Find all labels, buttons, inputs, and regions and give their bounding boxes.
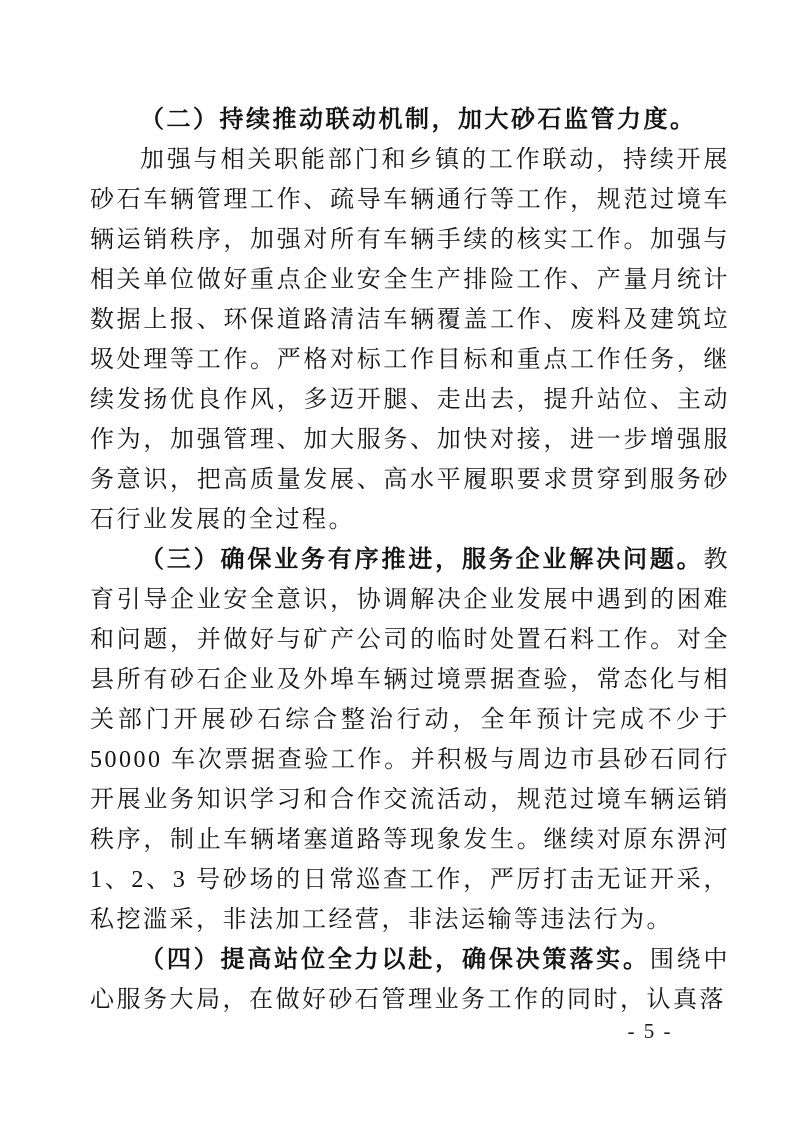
paragraph-text: 加强与相关职能部门和乡镇的工作联动，持续开展砂石车辆管理工作、疏导车辆通行等工作，规范过境车辆运销秩序，加强对所有车辆手续的核实工作。加强与相关单位做好重点企业安全生产排险工作、产量月统计数据上报、环保道路清洁车辆覆盖工作、废料及建筑垃圾处理等工作。严格对标工作目标和重点工作任务，继续发扬优良作风，多迈开腿、走出去，提升站位、主动作为，加强管理、加大服务、加快对接，进一步增强服务意识，把高质量发展、高水平履职要求贯穿到服务砂石行业发展的全过程。 (90, 147, 730, 533)
paragraph-section-3 (90, 540, 730, 940)
section-heading-3: （三）确保业务有序推进，服务企业解决问题。 (140, 547, 704, 573)
paragraph-text: 围绕中心服务大局，在做好砂石管理业务工作的同时，认真落 (90, 947, 731, 1013)
paragraph-text: 教育引导企业安全意识，协调解决企业发展中遇到的困难和问题，并做好与矿产公司的临时处置石料工作。对全县所有砂石企业及外埠车辆过境票据查验，常态化与相关部门开展砂石综合整治行动，全年预计完成不少于50000 车次票据查验工作。并积极与周边市县砂石同行开展业务知识学习和合作交流活动，规范过境车辆运销秩序，制止车辆堵塞道路等现象发生。继续对原东淠河 1、2、3 号砂场的日常巡查工作，严厉打击无证开采，私挖滥采，非法加工经营，非法运输等违法行为。 (90, 547, 730, 933)
section-heading-4: （四）提高站位全力以赴，确保决策落实。 (140, 947, 650, 973)
section-heading-2: （二）持续推动联动机制，加大砂石监管力度。 (140, 107, 697, 133)
paragraph-section-4 (90, 940, 730, 1020)
paragraph-section-2 (90, 140, 730, 540)
page-number: - 5 - (627, 1019, 673, 1043)
document-body (90, 100, 730, 1020)
